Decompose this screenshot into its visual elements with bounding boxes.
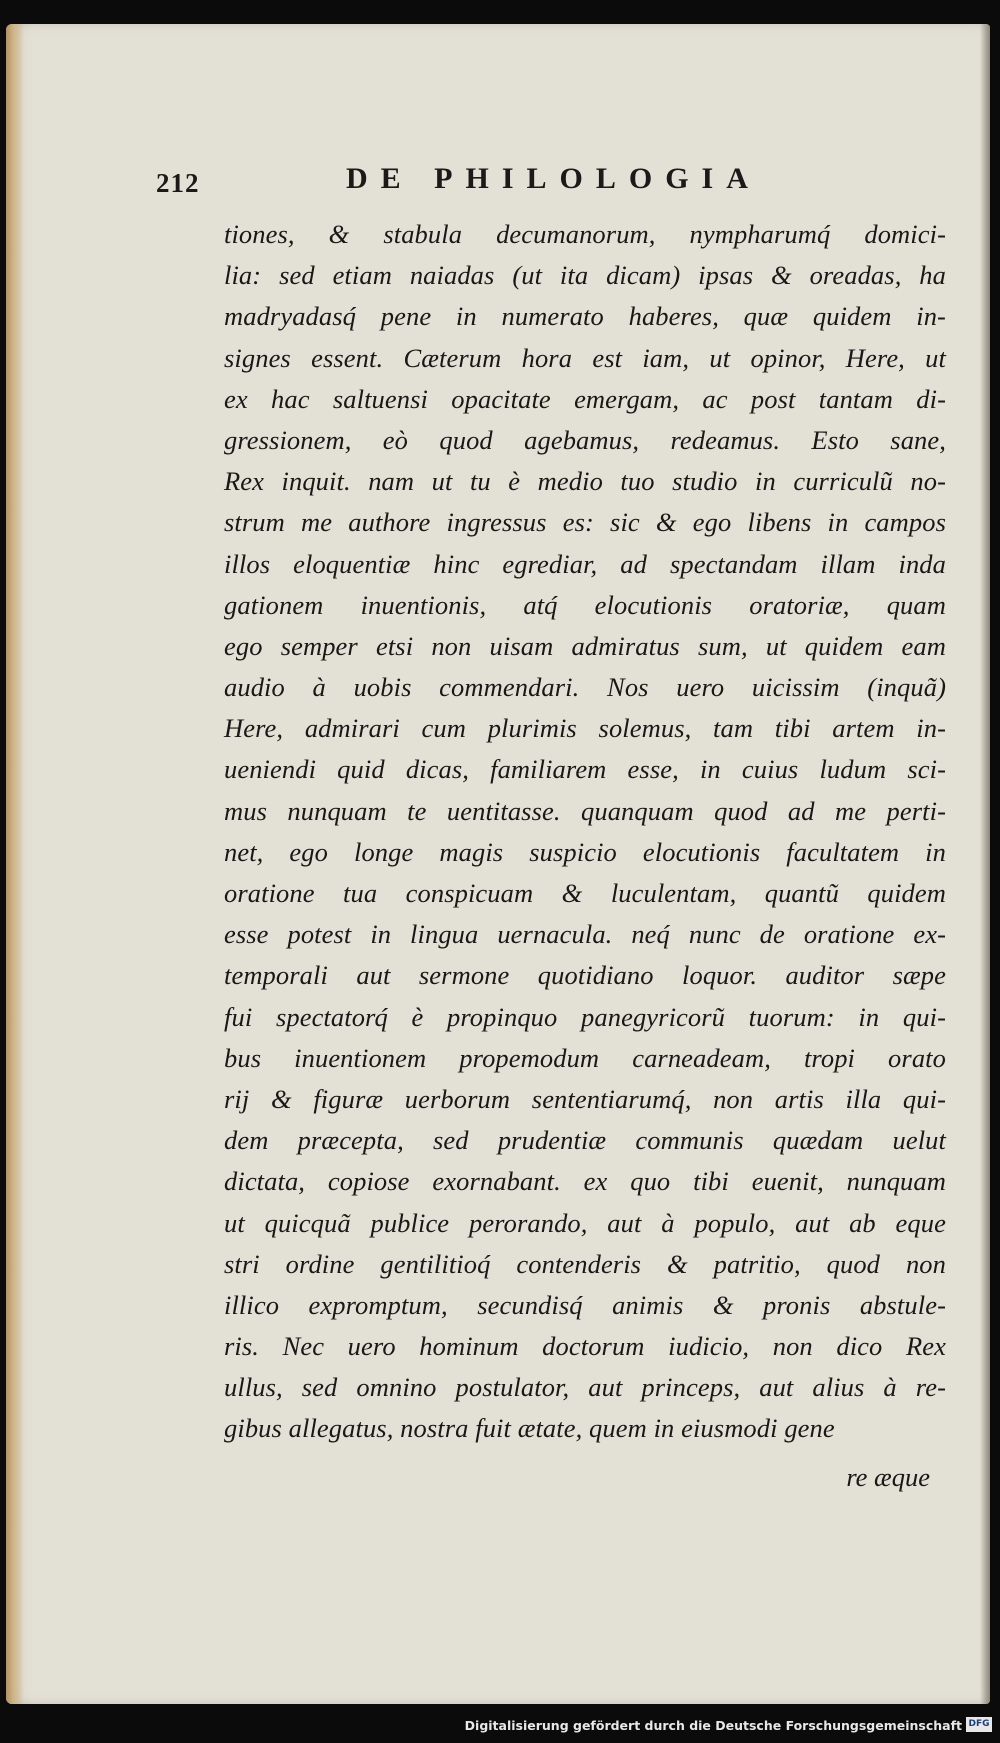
- text-line: esse potest in lingua uernacula. neq́ nunc de oratione ex-: [224, 919, 946, 950]
- text-line: madryadasq́ pene in numerato haberes, quæ quidem in-: [224, 301, 946, 332]
- text-line: tiones, & stabula decumanorum, nympharumq́ domici-: [224, 219, 946, 249]
- text-line: lia: sed etiam naiadas (ut ita dicam) ipsas & oreadas, ha: [224, 260, 946, 291]
- text-line: gationem inuentionis, atq́ elocutionis oratoriæ, quam: [224, 589, 946, 620]
- text-line: ut quicquã publice perorando, aut à populo, aut ab eque: [224, 1207, 946, 1238]
- text-line: Rex inquit. nam ut tu è medio tuo studio in curriculũ no-: [224, 466, 946, 497]
- text-line: temporali aut sermone quotidiano loquor. auditor sæpe: [224, 960, 946, 991]
- text-line: bus inuentionem propemodum carneadeam, tropi orato: [224, 1042, 946, 1073]
- footer-bar: [0, 1708, 1000, 1743]
- text-line: dictata, copiose exornabant. ex quo tibi euenit, nunquam: [224, 1166, 946, 1197]
- page-binding-edge: [6, 24, 24, 1704]
- text-line: rij & figuræ uerborum sententiarumq́, non artis illa qui-: [224, 1083, 946, 1114]
- text-line: ueniendi quid dicas, familiarem esse, in cuius ludum sci-: [224, 754, 946, 785]
- text-line: gressionem, eò quod agebamus, redeamus. Esto sane,: [224, 424, 946, 455]
- text-line: audio à uobis commendari. Nos uero uicissim (inquã): [224, 672, 946, 703]
- page-number: 212: [156, 168, 200, 198]
- body-text: [224, 214, 946, 1450]
- funding-credit: Digitalisierung gefördert durch die Deutsche Forschungsgemeinschaft: [464, 1718, 962, 1733]
- text-line: strum me authore ingressus es: sic & ego libens in campos: [224, 507, 946, 538]
- text-line: ullus, sed omnino postulator, aut princeps, aut alius à re-: [224, 1372, 946, 1403]
- text-line: ex hac saltuensi opacitate emergam, ac post tantam di-: [224, 383, 946, 414]
- page-fore-edge: [980, 24, 990, 1704]
- running-head: [156, 162, 956, 202]
- catchword: re æque: [846, 1462, 930, 1492]
- dfg-logo-icon: DFG: [966, 1717, 992, 1732]
- text-line: illos eloquentiæ hinc egrediar, ad spectandam illam inda: [224, 548, 946, 579]
- text-line: Here, admirari cum plurimis solemus, tam tibi artem in-: [224, 713, 946, 744]
- text-line: stri ordine gentilitioq́ contenderis & patritio, quod non: [224, 1248, 946, 1279]
- text-line: net, ego longe magis suspicio elocutionis facultatem in: [224, 836, 946, 867]
- text-line: ris. Nec uero hominum doctorum iudicio, non dico Rex: [224, 1331, 946, 1362]
- text-line: ego semper etsi non uisam admiratus sum, ut quidem eam: [224, 630, 946, 661]
- text-line: dem præcepta, sed prudentiæ communis quædam uelut: [224, 1125, 946, 1156]
- text-line: gibus allegatus, nostra fuit ætate, quem in eiusmodi gene: [224, 1413, 835, 1444]
- text-line: oratione tua conspicuam & luculentam, quantũ quidem: [224, 878, 946, 908]
- running-title: DE PHILOLOGIA: [346, 162, 761, 195]
- text-line: illico expromptum, secundisq́ animis & pronis abstule-: [224, 1289, 946, 1320]
- text-line: fui spectatorq́ è propinquo panegyricorũ tuorum: in qui-: [224, 1001, 946, 1032]
- text-line: signes essent. Cæterum hora est iam, ut opinor, Here, ut: [224, 342, 946, 373]
- book-page: [6, 24, 990, 1704]
- text-line: mus nunquam te uentitasse. quanquam quod ad me perti-: [224, 795, 946, 826]
